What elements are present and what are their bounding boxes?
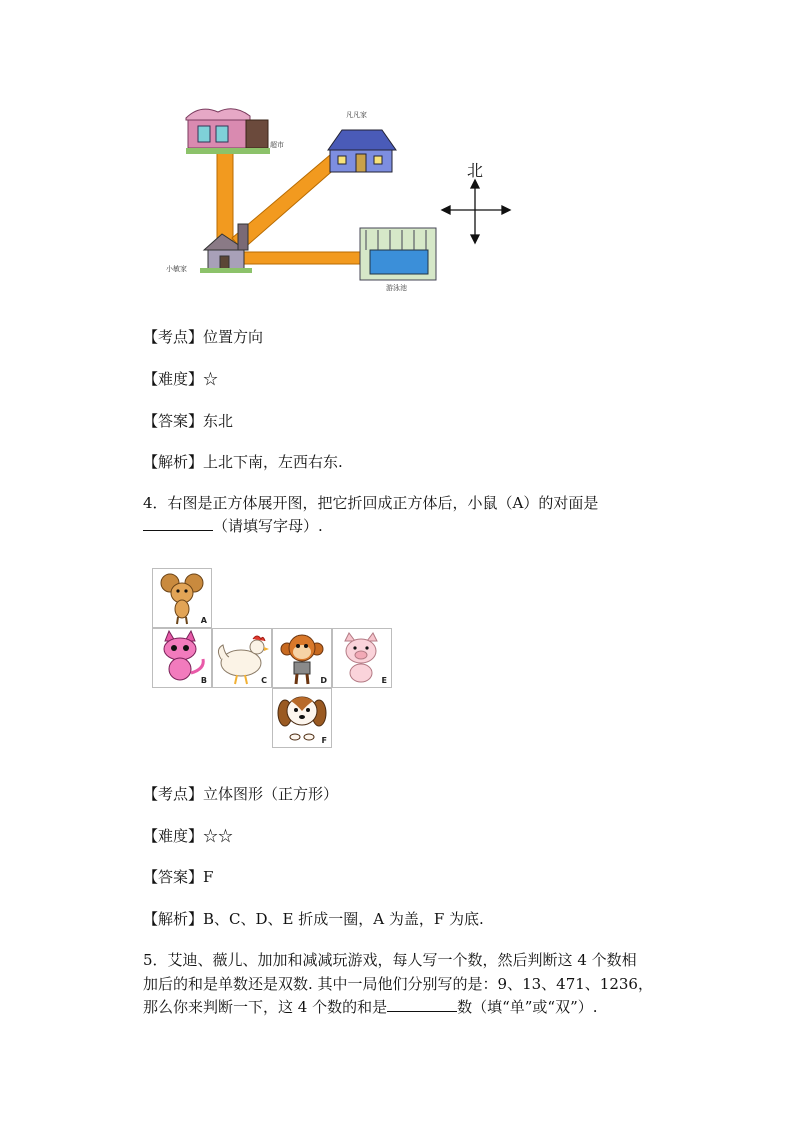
q4-kaodian — [143, 784, 338, 804]
jiexi-tag: 【解析】 — [143, 453, 204, 471]
answer-blank[interactable] — [143, 516, 213, 531]
q3-jiexi — [143, 452, 343, 472]
q4-question-line1: 4．右图是正方体展开图，把它折回成正方体后，小鼠（A）的对面是 — [143, 494, 599, 512]
q4-jiexi — [143, 909, 484, 929]
net-letter-a: A — [200, 616, 207, 625]
q4-line2-suffix: （请填写字母）. — [213, 517, 323, 535]
q4-question-line2 — [143, 516, 323, 536]
q5-line3-suffix: 数（填“单”或“双”）. — [457, 998, 598, 1016]
nandu-tag: 【难度】 — [143, 370, 204, 388]
xiaomin-label: 小敏家 — [166, 265, 187, 273]
map-figure — [160, 100, 520, 295]
supermarket-building — [186, 109, 270, 154]
q3-daan — [143, 411, 233, 431]
fanfan-label: 凡凡家 — [346, 111, 367, 119]
kaodian-tag: 【考点】 — [143, 785, 204, 803]
net-cell-a — [152, 568, 212, 628]
pool-label: 游泳池 — [386, 284, 407, 292]
q5-question-line1: 5．艾迪、薇儿、加加和减减玩游戏，每人写一个数，然后判断这 4 个数相 — [143, 951, 637, 969]
map-drawing — [160, 100, 520, 295]
pool — [360, 228, 436, 280]
jiexi-tag: 【解析】 — [143, 910, 204, 928]
net-letter-e: E — [381, 676, 387, 685]
answer-blank[interactable] — [387, 997, 457, 1012]
daan-text: F — [203, 868, 214, 886]
net-cell-c — [212, 628, 272, 688]
q4-daan — [143, 867, 213, 887]
jiexi-text: B、C、D、E 折成一圈，A 为盖，F 为底. — [203, 910, 484, 928]
q4-nandu — [143, 826, 233, 846]
kaodian-text: 位置方向 — [203, 328, 264, 346]
net-cell-b — [152, 628, 212, 688]
q3-nandu — [143, 369, 218, 389]
compass-north-label: 北 — [467, 161, 484, 180]
q5-line3-prefix: 那么你来判断一下，这 4 个数的和是 — [143, 998, 388, 1016]
daan-tag: 【答案】 — [143, 412, 204, 430]
net-cell-e — [332, 628, 392, 688]
net-letter-d: D — [320, 676, 327, 685]
net-cell-f — [272, 688, 332, 748]
net-letter-c: C — [261, 676, 267, 685]
q3-kaodian — [143, 327, 263, 347]
net-letter-f: F — [321, 736, 327, 745]
daan-tag: 【答案】 — [143, 868, 204, 886]
kaodian-text: 立体图形（正方形） — [203, 785, 339, 803]
nandu-tag: 【难度】 — [143, 827, 204, 845]
daan-text: 东北 — [203, 412, 234, 430]
q5-question-line2: 加后的和是单数还是双数. 其中一局他们分别写的是：9、13、471、1236， — [143, 975, 653, 993]
jiexi-text: 上北下南，左西右东. — [203, 453, 343, 471]
nandu-text: ☆ — [203, 370, 219, 388]
net-cell-d — [272, 628, 332, 688]
net-letter-b: B — [200, 676, 207, 685]
q5-question-line3 — [143, 997, 598, 1017]
fanfan-house — [328, 130, 396, 172]
nandu-text: ☆☆ — [203, 827, 234, 845]
compass-arrows — [442, 180, 510, 243]
supermarket-label: 超市 — [270, 141, 284, 149]
kaodian-tag: 【考点】 — [143, 328, 204, 346]
